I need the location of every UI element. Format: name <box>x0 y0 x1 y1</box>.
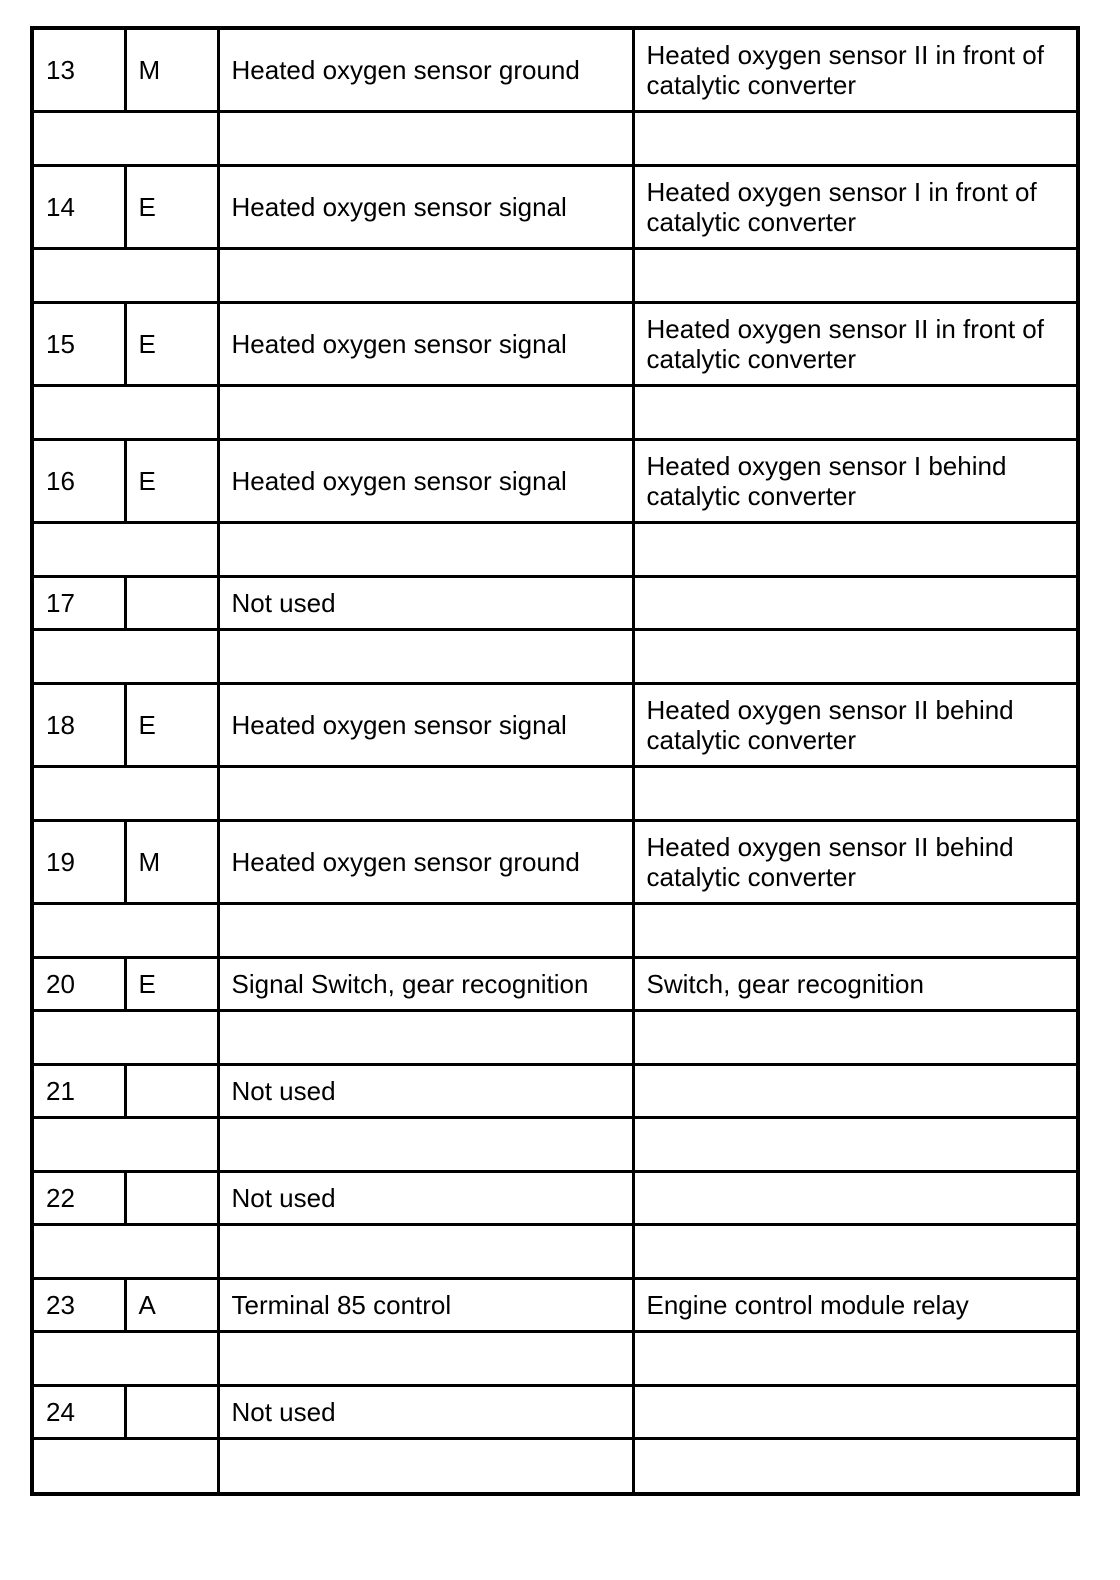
spacer-row <box>32 249 1078 303</box>
spacer-cell <box>32 904 218 958</box>
table-row <box>32 303 1078 386</box>
spacer-cell <box>633 1011 1078 1065</box>
spacer-cell <box>218 386 633 440</box>
spacer-cell <box>633 1332 1078 1386</box>
signal-type: A <box>125 1279 218 1332</box>
component-location: Heated oxygen sensor II behind catalytic converter <box>633 684 1078 767</box>
spacer-cell <box>633 112 1078 166</box>
spacer-cell <box>218 523 633 577</box>
pin-function: Heated oxygen sensor signal <box>218 166 633 249</box>
spacer-cell <box>218 1118 633 1172</box>
spacer-cell <box>32 112 218 166</box>
signal-type <box>125 1065 218 1118</box>
spacer-cell <box>218 630 633 684</box>
pin-function: Signal Switch, gear recognition <box>218 958 633 1011</box>
component-location: Heated oxygen sensor II in front of catalytic converter <box>633 303 1078 386</box>
spacer-cell <box>633 249 1078 303</box>
pin-function: Heated oxygen sensor ground <box>218 28 633 112</box>
signal-type: M <box>125 821 218 904</box>
table-row <box>32 1065 1078 1118</box>
spacer-row <box>32 386 1078 440</box>
signal-type <box>125 577 218 630</box>
spacer-row <box>32 1439 1078 1495</box>
signal-type: E <box>125 440 218 523</box>
spacer-cell <box>32 1011 218 1065</box>
table-row <box>32 684 1078 767</box>
spacer-cell <box>32 1118 218 1172</box>
pin-number: 15 <box>32 303 125 386</box>
table-row <box>32 1386 1078 1439</box>
table-row <box>32 821 1078 904</box>
spacer-cell <box>32 1439 218 1495</box>
signal-type: E <box>125 303 218 386</box>
spacer-row <box>32 904 1078 958</box>
table-row <box>32 440 1078 523</box>
spacer-row <box>32 767 1078 821</box>
component-location <box>633 1386 1078 1439</box>
spacer-cell <box>633 1118 1078 1172</box>
pin-function: Not used <box>218 1065 633 1118</box>
spacer-row <box>32 1118 1078 1172</box>
spacer-cell <box>218 1225 633 1279</box>
spacer-cell <box>633 1439 1078 1495</box>
spacer-row <box>32 112 1078 166</box>
pin-function: Not used <box>218 1386 633 1439</box>
spacer-cell <box>218 112 633 166</box>
signal-type: M <box>125 28 218 112</box>
pin-number: 19 <box>32 821 125 904</box>
spacer-row <box>32 1011 1078 1065</box>
spacer-cell <box>32 1225 218 1279</box>
spacer-cell <box>633 767 1078 821</box>
component-location: Heated oxygen sensor II behind catalytic converter <box>633 821 1078 904</box>
pin-function: Heated oxygen sensor signal <box>218 303 633 386</box>
spacer-cell <box>218 249 633 303</box>
spacer-row <box>32 630 1078 684</box>
component-location: Engine control module relay <box>633 1279 1078 1332</box>
signal-type: E <box>125 684 218 767</box>
table-row <box>32 577 1078 630</box>
spacer-cell <box>218 767 633 821</box>
pin-function: Heated oxygen sensor signal <box>218 440 633 523</box>
signal-type: E <box>125 958 218 1011</box>
component-location: Heated oxygen sensor I in front of catalytic converter <box>633 166 1078 249</box>
spacer-cell <box>32 386 218 440</box>
pin-number: 20 <box>32 958 125 1011</box>
table-row <box>32 958 1078 1011</box>
pin-function: Not used <box>218 1172 633 1225</box>
pin-number: 23 <box>32 1279 125 1332</box>
pin-table-body <box>32 28 1078 1494</box>
pin-number: 18 <box>32 684 125 767</box>
pin-number: 24 <box>32 1386 125 1439</box>
spacer-cell <box>32 767 218 821</box>
spacer-cell <box>32 249 218 303</box>
component-location <box>633 577 1078 630</box>
pin-number: 17 <box>32 577 125 630</box>
spacer-cell <box>633 386 1078 440</box>
component-location: Heated oxygen sensor II in front of catalytic converter <box>633 28 1078 112</box>
spacer-row <box>32 1225 1078 1279</box>
component-location <box>633 1065 1078 1118</box>
spacer-cell <box>633 1225 1078 1279</box>
pin-function: Not used <box>218 577 633 630</box>
pin-number: 21 <box>32 1065 125 1118</box>
spacer-cell <box>32 1332 218 1386</box>
pin-number: 14 <box>32 166 125 249</box>
pin-assignment-table <box>30 26 1080 1496</box>
signal-type: E <box>125 166 218 249</box>
pin-number: 16 <box>32 440 125 523</box>
signal-type <box>125 1386 218 1439</box>
pin-function: Terminal 85 control <box>218 1279 633 1332</box>
pin-function: Heated oxygen sensor ground <box>218 821 633 904</box>
table-row <box>32 28 1078 112</box>
pin-function: Heated oxygen sensor signal <box>218 684 633 767</box>
spacer-cell <box>218 1011 633 1065</box>
spacer-cell <box>32 630 218 684</box>
table-row <box>32 1279 1078 1332</box>
pin-number: 13 <box>32 28 125 112</box>
spacer-cell <box>218 1332 633 1386</box>
spacer-cell <box>218 1439 633 1495</box>
spacer-cell <box>633 523 1078 577</box>
spacer-row <box>32 1332 1078 1386</box>
table-row <box>32 166 1078 249</box>
spacer-cell <box>32 523 218 577</box>
component-location <box>633 1172 1078 1225</box>
signal-type <box>125 1172 218 1225</box>
spacer-cell <box>633 904 1078 958</box>
table-row <box>32 1172 1078 1225</box>
component-location: Switch, gear recognition <box>633 958 1078 1011</box>
pin-number: 22 <box>32 1172 125 1225</box>
component-location: Heated oxygen sensor I behind catalytic converter <box>633 440 1078 523</box>
spacer-cell <box>633 630 1078 684</box>
spacer-row <box>32 523 1078 577</box>
spacer-cell <box>218 904 633 958</box>
